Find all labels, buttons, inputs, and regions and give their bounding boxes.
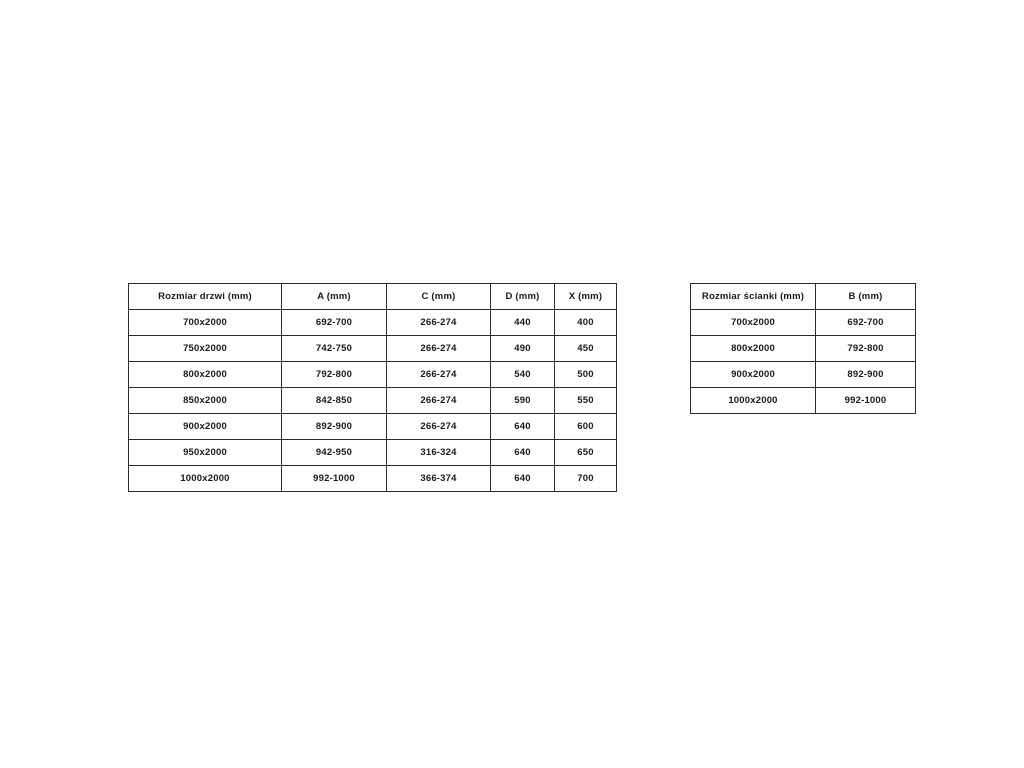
- cell-door-size: 750x2000: [129, 336, 282, 362]
- column-header-d: D (mm): [491, 284, 555, 310]
- cell-x: 450: [555, 336, 617, 362]
- cell-c: 266-274: [387, 362, 491, 388]
- cell-x: 550: [555, 388, 617, 414]
- table-row: [691, 362, 916, 388]
- cell-wall-size: 700x2000: [691, 310, 816, 336]
- cell-door-size: 1000x2000: [129, 466, 282, 492]
- cell-x: 650: [555, 440, 617, 466]
- cell-a: 842-850: [282, 388, 387, 414]
- specification-tables: [128, 283, 916, 492]
- table-row: [691, 310, 916, 336]
- table-row: [129, 414, 617, 440]
- cell-x: 500: [555, 362, 617, 388]
- table-header-row: [691, 284, 916, 310]
- cell-wall-size: 800x2000: [691, 336, 816, 362]
- cell-a: 942-950: [282, 440, 387, 466]
- cell-d: 540: [491, 362, 555, 388]
- cell-door-size: 850x2000: [129, 388, 282, 414]
- column-header-x: X (mm): [555, 284, 617, 310]
- cell-door-size: 950x2000: [129, 440, 282, 466]
- table-row: [129, 388, 617, 414]
- cell-d: 490: [491, 336, 555, 362]
- cell-x: 600: [555, 414, 617, 440]
- column-header-door-size: Rozmiar drzwi (mm): [129, 284, 282, 310]
- cell-a: 892-900: [282, 414, 387, 440]
- cell-c: 266-274: [387, 310, 491, 336]
- cell-c: 266-274: [387, 388, 491, 414]
- column-header-wall-size: Rozmiar ścianki (mm): [691, 284, 816, 310]
- cell-door-size: 900x2000: [129, 414, 282, 440]
- cell-b: 692-700: [816, 310, 916, 336]
- column-header-b: B (mm): [816, 284, 916, 310]
- cell-a: 992-1000: [282, 466, 387, 492]
- cell-door-size: 800x2000: [129, 362, 282, 388]
- cell-a: 792-800: [282, 362, 387, 388]
- table-row: [129, 440, 617, 466]
- table-row: [691, 388, 916, 414]
- cell-d: 640: [491, 414, 555, 440]
- cell-b: 892-900: [816, 362, 916, 388]
- cell-d: 440: [491, 310, 555, 336]
- cell-b: 992-1000: [816, 388, 916, 414]
- cell-wall-size: 900x2000: [691, 362, 816, 388]
- cell-d: 590: [491, 388, 555, 414]
- table-row: [129, 466, 617, 492]
- table-row: [691, 336, 916, 362]
- cell-wall-size: 1000x2000: [691, 388, 816, 414]
- cell-x: 700: [555, 466, 617, 492]
- doors-dimensions-table: [128, 283, 617, 492]
- table-row: [129, 336, 617, 362]
- table-row: [129, 362, 617, 388]
- cell-c: 266-274: [387, 414, 491, 440]
- table-row: [129, 310, 617, 336]
- cell-d: 640: [491, 466, 555, 492]
- cell-a: 692-700: [282, 310, 387, 336]
- cell-c: 266-274: [387, 336, 491, 362]
- walls-dimensions-table: [690, 283, 916, 414]
- table-header-row: [129, 284, 617, 310]
- column-header-c: C (mm): [387, 284, 491, 310]
- cell-c: 316-324: [387, 440, 491, 466]
- cell-a: 742-750: [282, 336, 387, 362]
- cell-b: 792-800: [816, 336, 916, 362]
- cell-x: 400: [555, 310, 617, 336]
- cell-d: 640: [491, 440, 555, 466]
- column-header-a: A (mm): [282, 284, 387, 310]
- cell-door-size: 700x2000: [129, 310, 282, 336]
- cell-c: 366-374: [387, 466, 491, 492]
